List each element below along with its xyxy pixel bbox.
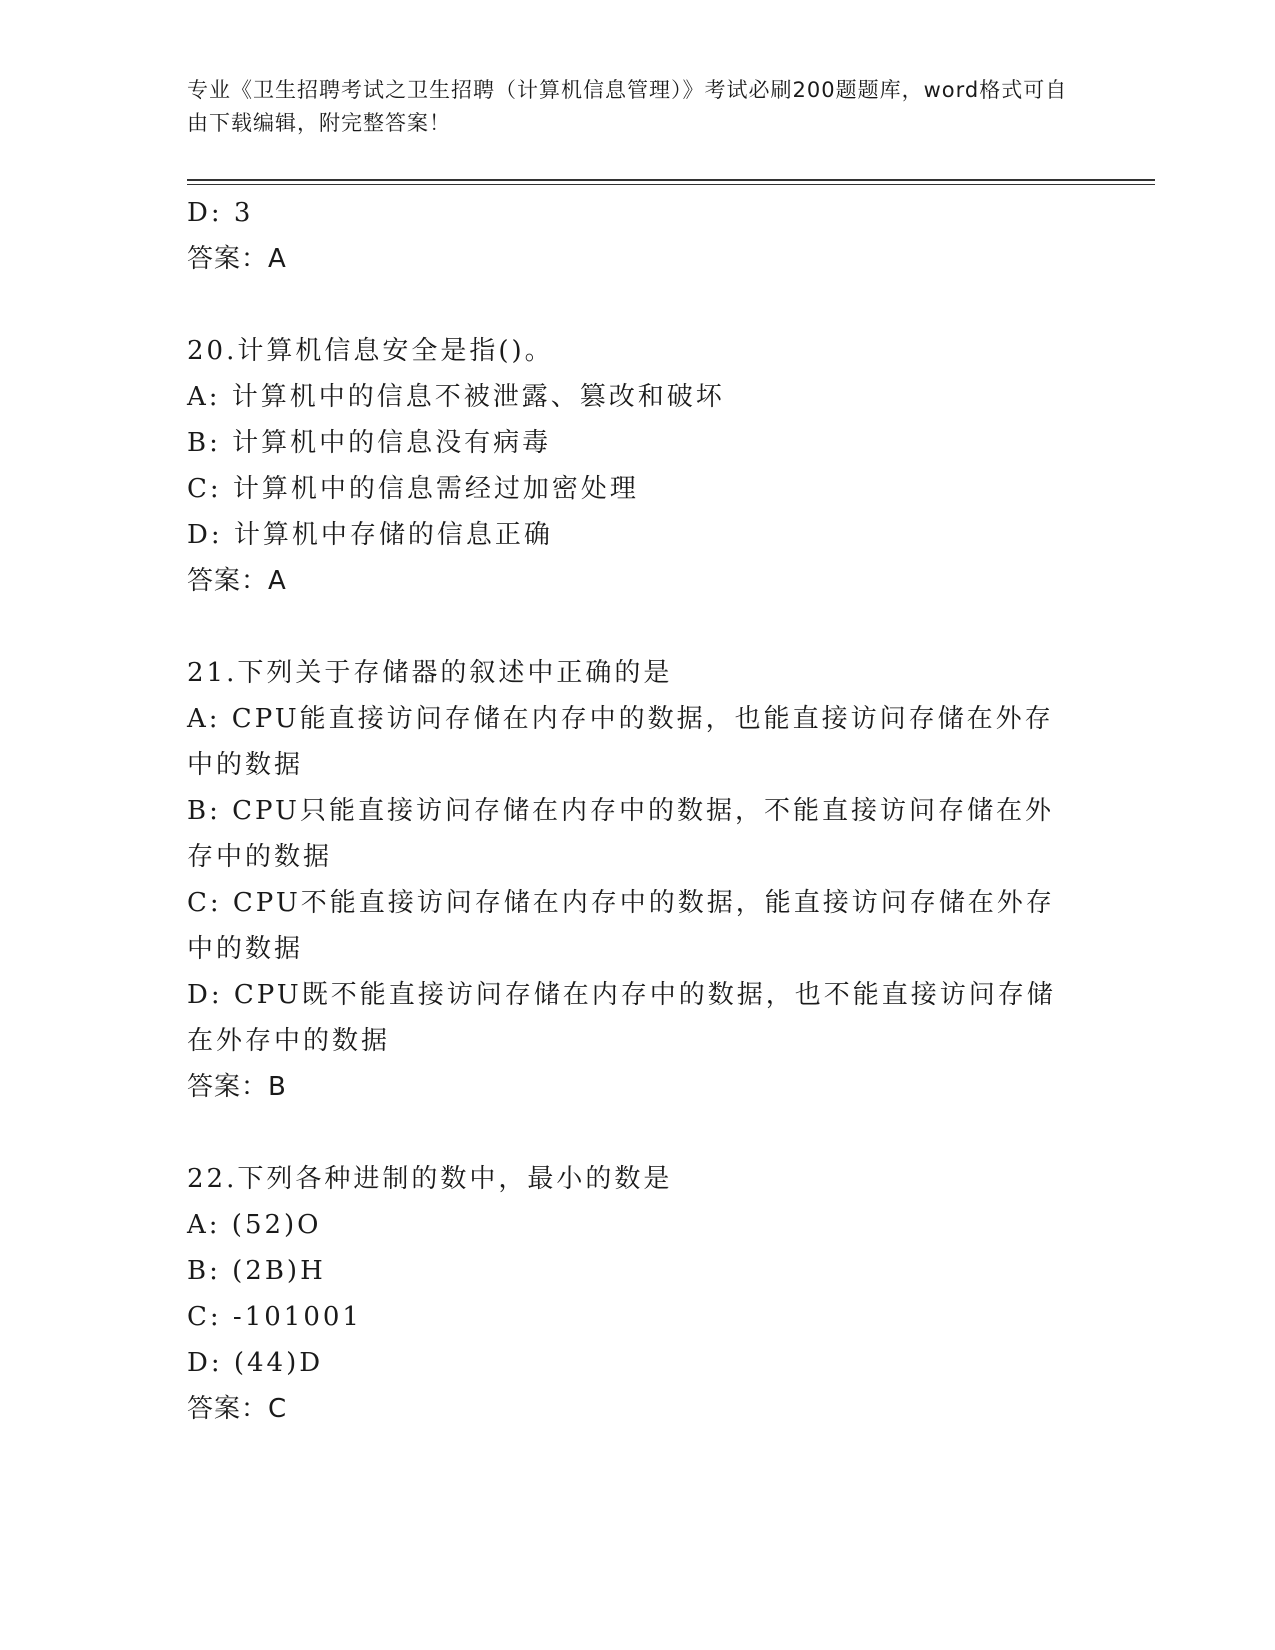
option-d: D: 3 (187, 198, 254, 228)
option-b: B: (2B)H (187, 1256, 326, 1286)
option-c: C: 计算机中的信息需经过加密处理 (187, 474, 639, 504)
option-a: A: 计算机中的信息不被泄露、篡改和破坏 (187, 382, 725, 412)
option-a: A: CPU能直接访问存储在内存中的数据，也能直接访问存储在外存中的数据 (187, 704, 1054, 780)
option-c: C: CPU不能直接访问存储在内存中的数据，能直接访问存储在外存中的数据 (187, 888, 1055, 964)
answer: 答案：A (187, 566, 287, 596)
option-c: C: -101001 (187, 1302, 362, 1332)
option-d: D: CPU既不能直接访问存储在内存中的数据，也不能直接访问存储在外存中的数据 (187, 980, 1056, 1056)
question-content (187, 190, 1067, 1432)
answer: 答案：A (187, 244, 287, 274)
option-a: A: (52)O (187, 1210, 322, 1240)
option-b: B: 计算机中的信息没有病毒 (187, 428, 552, 458)
spacer (187, 604, 1067, 650)
question-stem: 21.下列关于存储器的叙述中正确的是 (187, 658, 673, 688)
option-d: D: 计算机中存储的信息正确 (187, 520, 553, 550)
header-rule-thin (187, 184, 1155, 185)
question-stem: 22.下列各种进制的数中，最小的数是 (187, 1164, 673, 1194)
answer: 答案：C (187, 1394, 288, 1424)
answer: 答案：B (187, 1072, 287, 1102)
spacer (187, 1110, 1067, 1156)
spacer (187, 282, 1067, 328)
question-stem: 20.计算机信息安全是指()。 (187, 336, 554, 366)
header-rule-thick (187, 179, 1155, 181)
page-header: 专业《卫生招聘考试之卫生招聘（计算机信息管理）》考试必刷200题题库，word格式可自由下载编辑，附完整答案！ (187, 78, 1068, 135)
option-b: B: CPU只能直接访问存储在内存中的数据，不能直接访问存储在外存中的数据 (187, 796, 1054, 872)
option-d: D: (44)D (187, 1348, 324, 1378)
